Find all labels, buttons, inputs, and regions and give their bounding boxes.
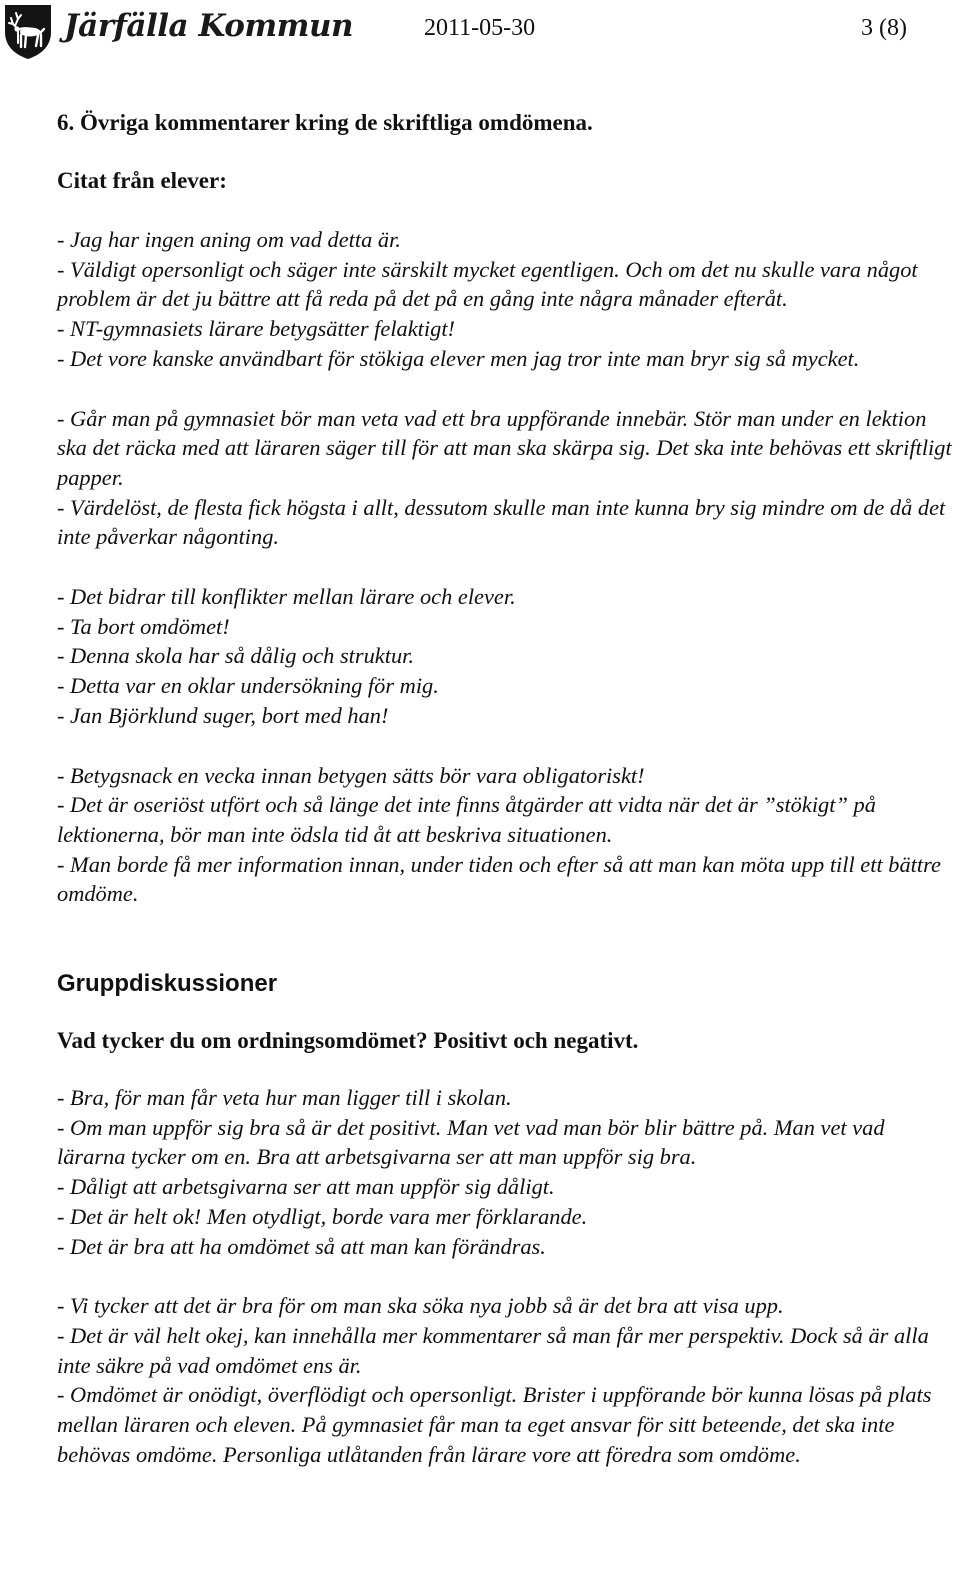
municipal-crest-icon <box>2 2 54 60</box>
document-body <box>57 108 952 1470</box>
document-date: 2011-05-30 <box>424 15 536 41</box>
municipality-logo-text: Järfälla Kommun <box>64 8 354 44</box>
quotes-subheading: Citat från elever: <box>57 168 227 193</box>
quote-group-3: - Det bidrar till konflikter mellan lärare och elever. - Ta bort omdömet! - Denna skola har så dålig och struktur. - Detta var en oklar undersökning för mig. - Jan Björklund suger, bort med han! <box>57 584 516 728</box>
discussion-answers-2: - Vi tycker att det är bra för om man ska söka nya jobb så är det bra att visa upp. - Det är väl helt okej, kan innehålla mer kommentarer så man får mer perspektiv. Dock så är alla inte säkre på vad omdömet ens är. - Omdömet är onödigt, överflödigt och opersonligt. Brister i uppförande bör kunna lösas på plats mellan läraren och eleven. På gymnasiet får man ta eget ansvar för sitt beteende, det ska inte behövas omdöme. Personliga utlåtanden från lärare vore att föredra som omdöme. <box>57 1293 932 1467</box>
discussion-answers-1: - Bra, för man får veta hur man ligger till i skolan. - Om man uppför sig bra så är det positivt. Man vet vad man bör blir bättre på. Man vet vad lärarna tycker om en. Bra att arbetsgivarna ser att man uppför sig bra. - Dåligt att arbetsgivarna ser att man uppför sig dåligt. - Det är helt ok! Men otydligt, borde vara mer förklarande. - Det är bra att ha omdömet så att man kan förändras. <box>57 1085 885 1259</box>
quote-group-1: - Jag har ingen aning om vad detta är. - Väldigt opersonligt och säger inte särskilt mycket egentligen. Och om det nu skulle vara något problem är det ju bättre att få reda på det på en gång inte några månader efteråt. - NT-gymnasiets lärare betygsätter felaktigt! - Det vore kanske användbart för stökiga elever men jag tror inte man bryr sig så mycket. <box>57 227 918 371</box>
quote-group-2: - Går man på gymnasiet bör man veta vad ett bra uppförande innebär. Stör man under en lektion ska det räcka med att läraren säger till för att man ska skärpa sig. Det ska inte behövas ett skriftligt papper. - Värdelöst, de flesta fick högsta i allt, dessutom skulle man inte kunna bry sig mindre om de då det inte påverkar någonting. <box>57 405 952 550</box>
group-discussion-heading: Gruppdiskussioner <box>57 970 278 998</box>
page-header <box>0 0 960 62</box>
page-number: 3 (8) <box>861 15 907 41</box>
quote-group-4: - Betygsnack en vecka innan betygen sätts bör vara obligatoriskt! - Det är oseriöst utfört och så länge det inte finns åtgärder att vidta när det är ”stökigt” på lektionerna, bör man inte ödsla tid åt att beskriva situationen. - Man borde få mer information innan, under tiden och efter så att man kan möta upp till ett bättre omdöme. <box>57 762 941 907</box>
section-heading: 6. Övriga kommentarer kring de skriftliga omdömena. <box>57 110 593 135</box>
discussion-question: Vad tycker du om ordningsomdömet? Positivt och negativt. <box>57 1028 639 1054</box>
